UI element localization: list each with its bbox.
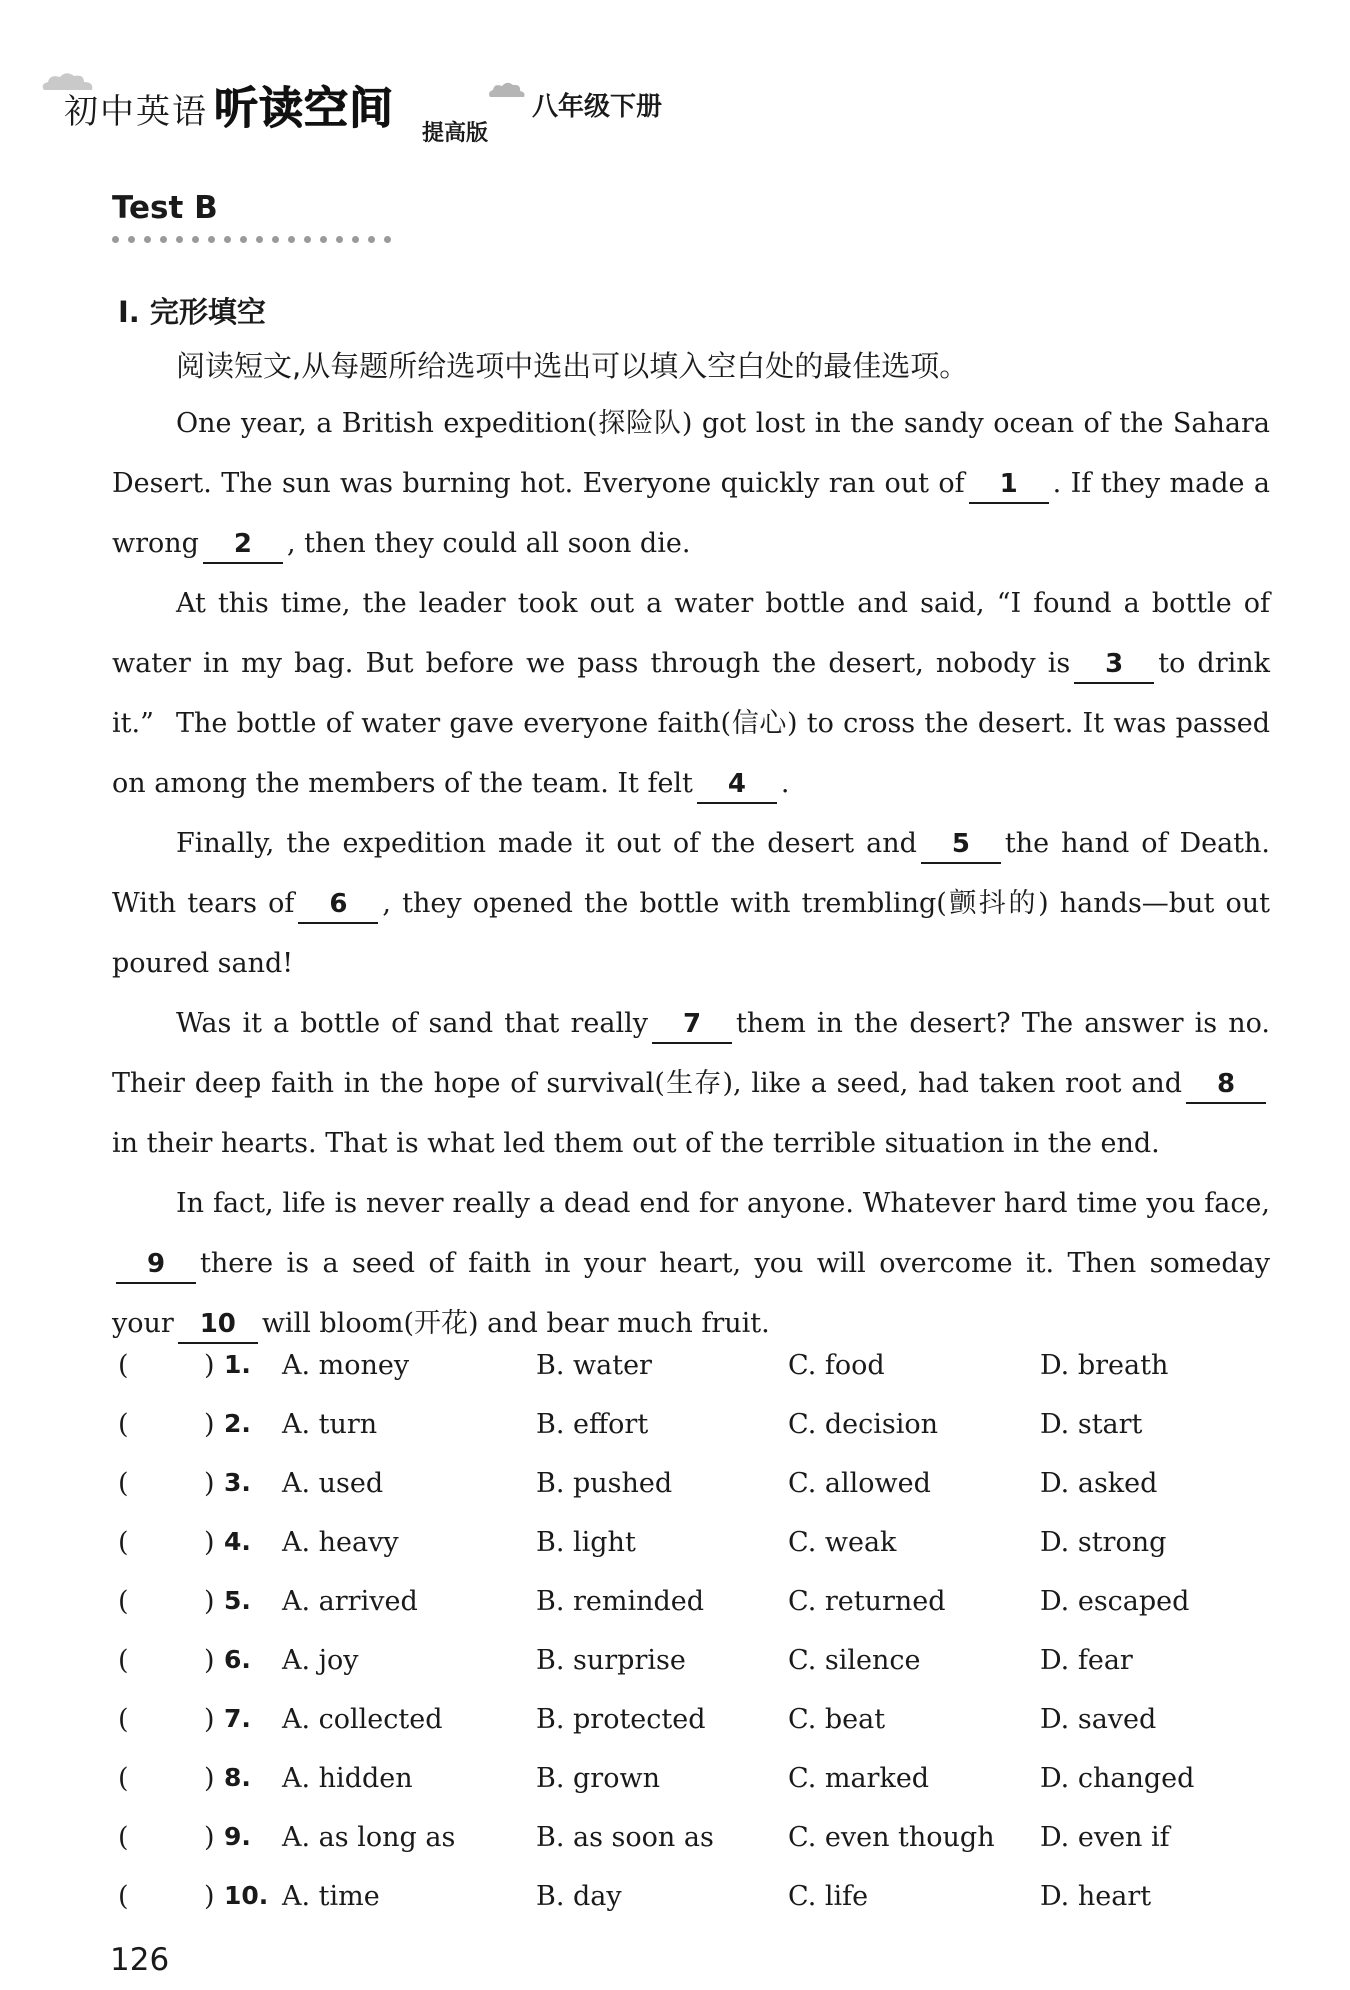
question-row: [112, 1881, 1272, 1931]
blank: 3: [1074, 646, 1154, 684]
option-d[interactable]: D. breath: [1040, 1350, 1169, 1381]
question-row: [112, 1350, 1272, 1400]
question-row: [112, 1586, 1272, 1636]
passage-text: At this time, the leader took out a water bottle and said, “I found a bottle of water in my bag. But before we pass through the desert, nobody is: [112, 588, 1270, 679]
option-a[interactable]: A. arrived: [282, 1586, 418, 1617]
question-number: 7.: [224, 1704, 251, 1733]
question-number: 1.: [224, 1350, 251, 1379]
passage-paragraph: [112, 694, 1270, 814]
option-c[interactable]: C. marked: [788, 1763, 930, 1794]
option-d[interactable]: D. heart: [1040, 1881, 1152, 1912]
question-number: 8.: [224, 1763, 251, 1792]
test-title: Test B: [112, 190, 218, 226]
section-instruction: 阅读短文,从每题所给选项中选出可以填入空白处的最佳选项。: [176, 349, 969, 383]
question-row: [112, 1409, 1272, 1459]
question-row: [112, 1645, 1272, 1695]
answer-paren-close: ): [204, 1409, 215, 1440]
series-logo: 听读空间: [214, 83, 394, 134]
option-a[interactable]: A. money: [282, 1350, 410, 1381]
passage-text: .: [780, 768, 790, 799]
question-number: 4.: [224, 1527, 251, 1556]
blank: 1: [969, 466, 1049, 504]
option-a[interactable]: A. as long as: [282, 1822, 456, 1853]
answer-paren-close: ): [204, 1645, 215, 1676]
answer-paren-open[interactable]: (: [118, 1763, 129, 1794]
option-b[interactable]: B. grown: [536, 1763, 660, 1794]
option-b[interactable]: B. water: [536, 1350, 652, 1381]
option-c[interactable]: C. allowed: [788, 1468, 931, 1499]
cloud-icon: [486, 80, 526, 102]
answer-paren-open[interactable]: (: [118, 1350, 129, 1381]
question-number: 6.: [224, 1645, 251, 1674]
option-d[interactable]: D. fear: [1040, 1645, 1133, 1676]
option-d[interactable]: D. changed: [1040, 1763, 1195, 1794]
passage-text: to drink it.”: [112, 648, 1270, 739]
section-title: Ⅰ. 完形填空: [118, 295, 266, 329]
title-underline-dots: [112, 236, 391, 243]
answer-paren-open[interactable]: (: [118, 1586, 129, 1617]
passage-text: In fact, life is never really a dead end for anyone. Whatever hard time you face,: [176, 1188, 1270, 1219]
passage-paragraph: [112, 1174, 1270, 1354]
answer-paren-close: ): [204, 1763, 215, 1794]
blank: 5: [921, 826, 1001, 864]
passage-paragraph: [112, 814, 1270, 994]
blank: 7: [652, 1006, 732, 1044]
book-title: 初中英语: [64, 92, 208, 132]
question-row: [112, 1763, 1272, 1813]
option-b[interactable]: B. reminded: [536, 1586, 705, 1617]
edition-label: 提高版: [422, 121, 489, 146]
option-a[interactable]: A. time: [282, 1881, 380, 1912]
question-row: [112, 1527, 1272, 1577]
option-a[interactable]: A. joy: [282, 1645, 359, 1676]
option-c[interactable]: C. even though: [788, 1822, 995, 1853]
option-c[interactable]: C. returned: [788, 1586, 946, 1617]
option-b[interactable]: B. protected: [536, 1704, 706, 1735]
option-b[interactable]: B. surprise: [536, 1645, 686, 1676]
answer-paren-open[interactable]: (: [118, 1822, 129, 1853]
option-b[interactable]: B. light: [536, 1527, 636, 1558]
answer-paren-open[interactable]: (: [118, 1468, 129, 1499]
option-d[interactable]: D. asked: [1040, 1468, 1158, 1499]
option-c[interactable]: C. food: [788, 1350, 885, 1381]
blank: 6: [298, 886, 378, 924]
blank: 10: [178, 1306, 258, 1344]
grade-label: 八年级下册: [532, 92, 663, 122]
option-c[interactable]: C. life: [788, 1881, 869, 1912]
passage-text: the hand of Death. With tears of: [112, 828, 1270, 919]
option-d[interactable]: D. strong: [1040, 1527, 1167, 1558]
answer-paren-open[interactable]: (: [118, 1881, 129, 1912]
option-b[interactable]: B. effort: [536, 1409, 649, 1440]
page-number: 126: [110, 1942, 170, 1978]
option-b[interactable]: B. as soon as: [536, 1822, 714, 1853]
answer-paren-open[interactable]: (: [118, 1645, 129, 1676]
question-number: 10.: [224, 1881, 269, 1910]
question-row: [112, 1468, 1272, 1518]
option-d[interactable]: D. start: [1040, 1409, 1143, 1440]
answer-paren-open[interactable]: (: [118, 1704, 129, 1735]
option-c[interactable]: C. beat: [788, 1704, 886, 1735]
question-number: 9.: [224, 1822, 251, 1851]
option-a[interactable]: A. heavy: [282, 1527, 399, 1558]
option-d[interactable]: D. even if: [1040, 1822, 1170, 1853]
question-number: 3.: [224, 1468, 251, 1497]
answer-paren-close: ): [204, 1468, 215, 1499]
passage-text: The bottle of water gave everyone faith(信心) to cross the desert. It was passed on among the members of the team. It felt: [112, 708, 1270, 799]
passage-text: there is a seed of faith in your heart, you will overcome it. Then someday your: [112, 1248, 1270, 1339]
answer-paren-close: ): [204, 1527, 215, 1558]
passage-text: Was it a bottle of sand that really: [176, 1008, 648, 1039]
passage-text: , then they could all soon die.: [286, 528, 691, 559]
book-header: [38, 64, 738, 154]
passage-text: , they opened the bottle with trembling(颤抖的) hands—but out poured sand!: [112, 888, 1270, 979]
passage-text: in their hearts. That is what led them out of the terrible situation in the end.: [112, 1128, 1160, 1159]
option-c[interactable]: C. weak: [788, 1527, 897, 1558]
option-a[interactable]: A. turn: [282, 1409, 378, 1440]
answer-paren-close: ): [204, 1822, 215, 1853]
question-row: [112, 1822, 1272, 1872]
passage-text: Finally, the expedition made it out of the desert and: [176, 828, 917, 859]
blank: 4: [697, 766, 777, 804]
option-c[interactable]: C. decision: [788, 1409, 939, 1440]
passage-text: One year, a British expedition(探险队) got lost in the sandy ocean of the Sahara Desert. The sun was burning hot. Everyone quickly ran out of: [112, 408, 1270, 499]
option-d[interactable]: D. saved: [1040, 1704, 1157, 1735]
question-row: [112, 1704, 1272, 1754]
answer-paren-close: ): [204, 1704, 215, 1735]
passage-text: . If they made a wrong: [112, 468, 1271, 559]
blank: 8: [1186, 1066, 1266, 1104]
passage-paragraph: [112, 994, 1270, 1174]
blank: 9: [116, 1246, 196, 1284]
option-a[interactable]: A. hidden: [282, 1763, 413, 1794]
option-a[interactable]: A. used: [282, 1468, 384, 1499]
answer-paren-close: ): [204, 1586, 215, 1617]
option-b[interactable]: B. day: [536, 1881, 622, 1912]
option-c[interactable]: C. silence: [788, 1645, 921, 1676]
passage-text: them in the desert? The answer is no. Their deep faith in the hope of survival(生存), like a seed, had taken root and: [112, 1008, 1270, 1099]
answer-paren-close: ): [204, 1881, 215, 1912]
blank: 2: [203, 526, 283, 564]
passage-text: will bloom(开花) and bear much fruit.: [261, 1308, 770, 1339]
answer-paren-open[interactable]: (: [118, 1409, 129, 1440]
option-a[interactable]: A. collected: [282, 1704, 443, 1735]
passage-paragraph: [112, 394, 1270, 574]
question-number: 5.: [224, 1586, 251, 1615]
answer-paren-close: ): [204, 1350, 215, 1381]
question-number: 2.: [224, 1409, 251, 1438]
option-d[interactable]: D. escaped: [1040, 1586, 1190, 1617]
answer-paren-open[interactable]: (: [118, 1527, 129, 1558]
option-b[interactable]: B. pushed: [536, 1468, 673, 1499]
